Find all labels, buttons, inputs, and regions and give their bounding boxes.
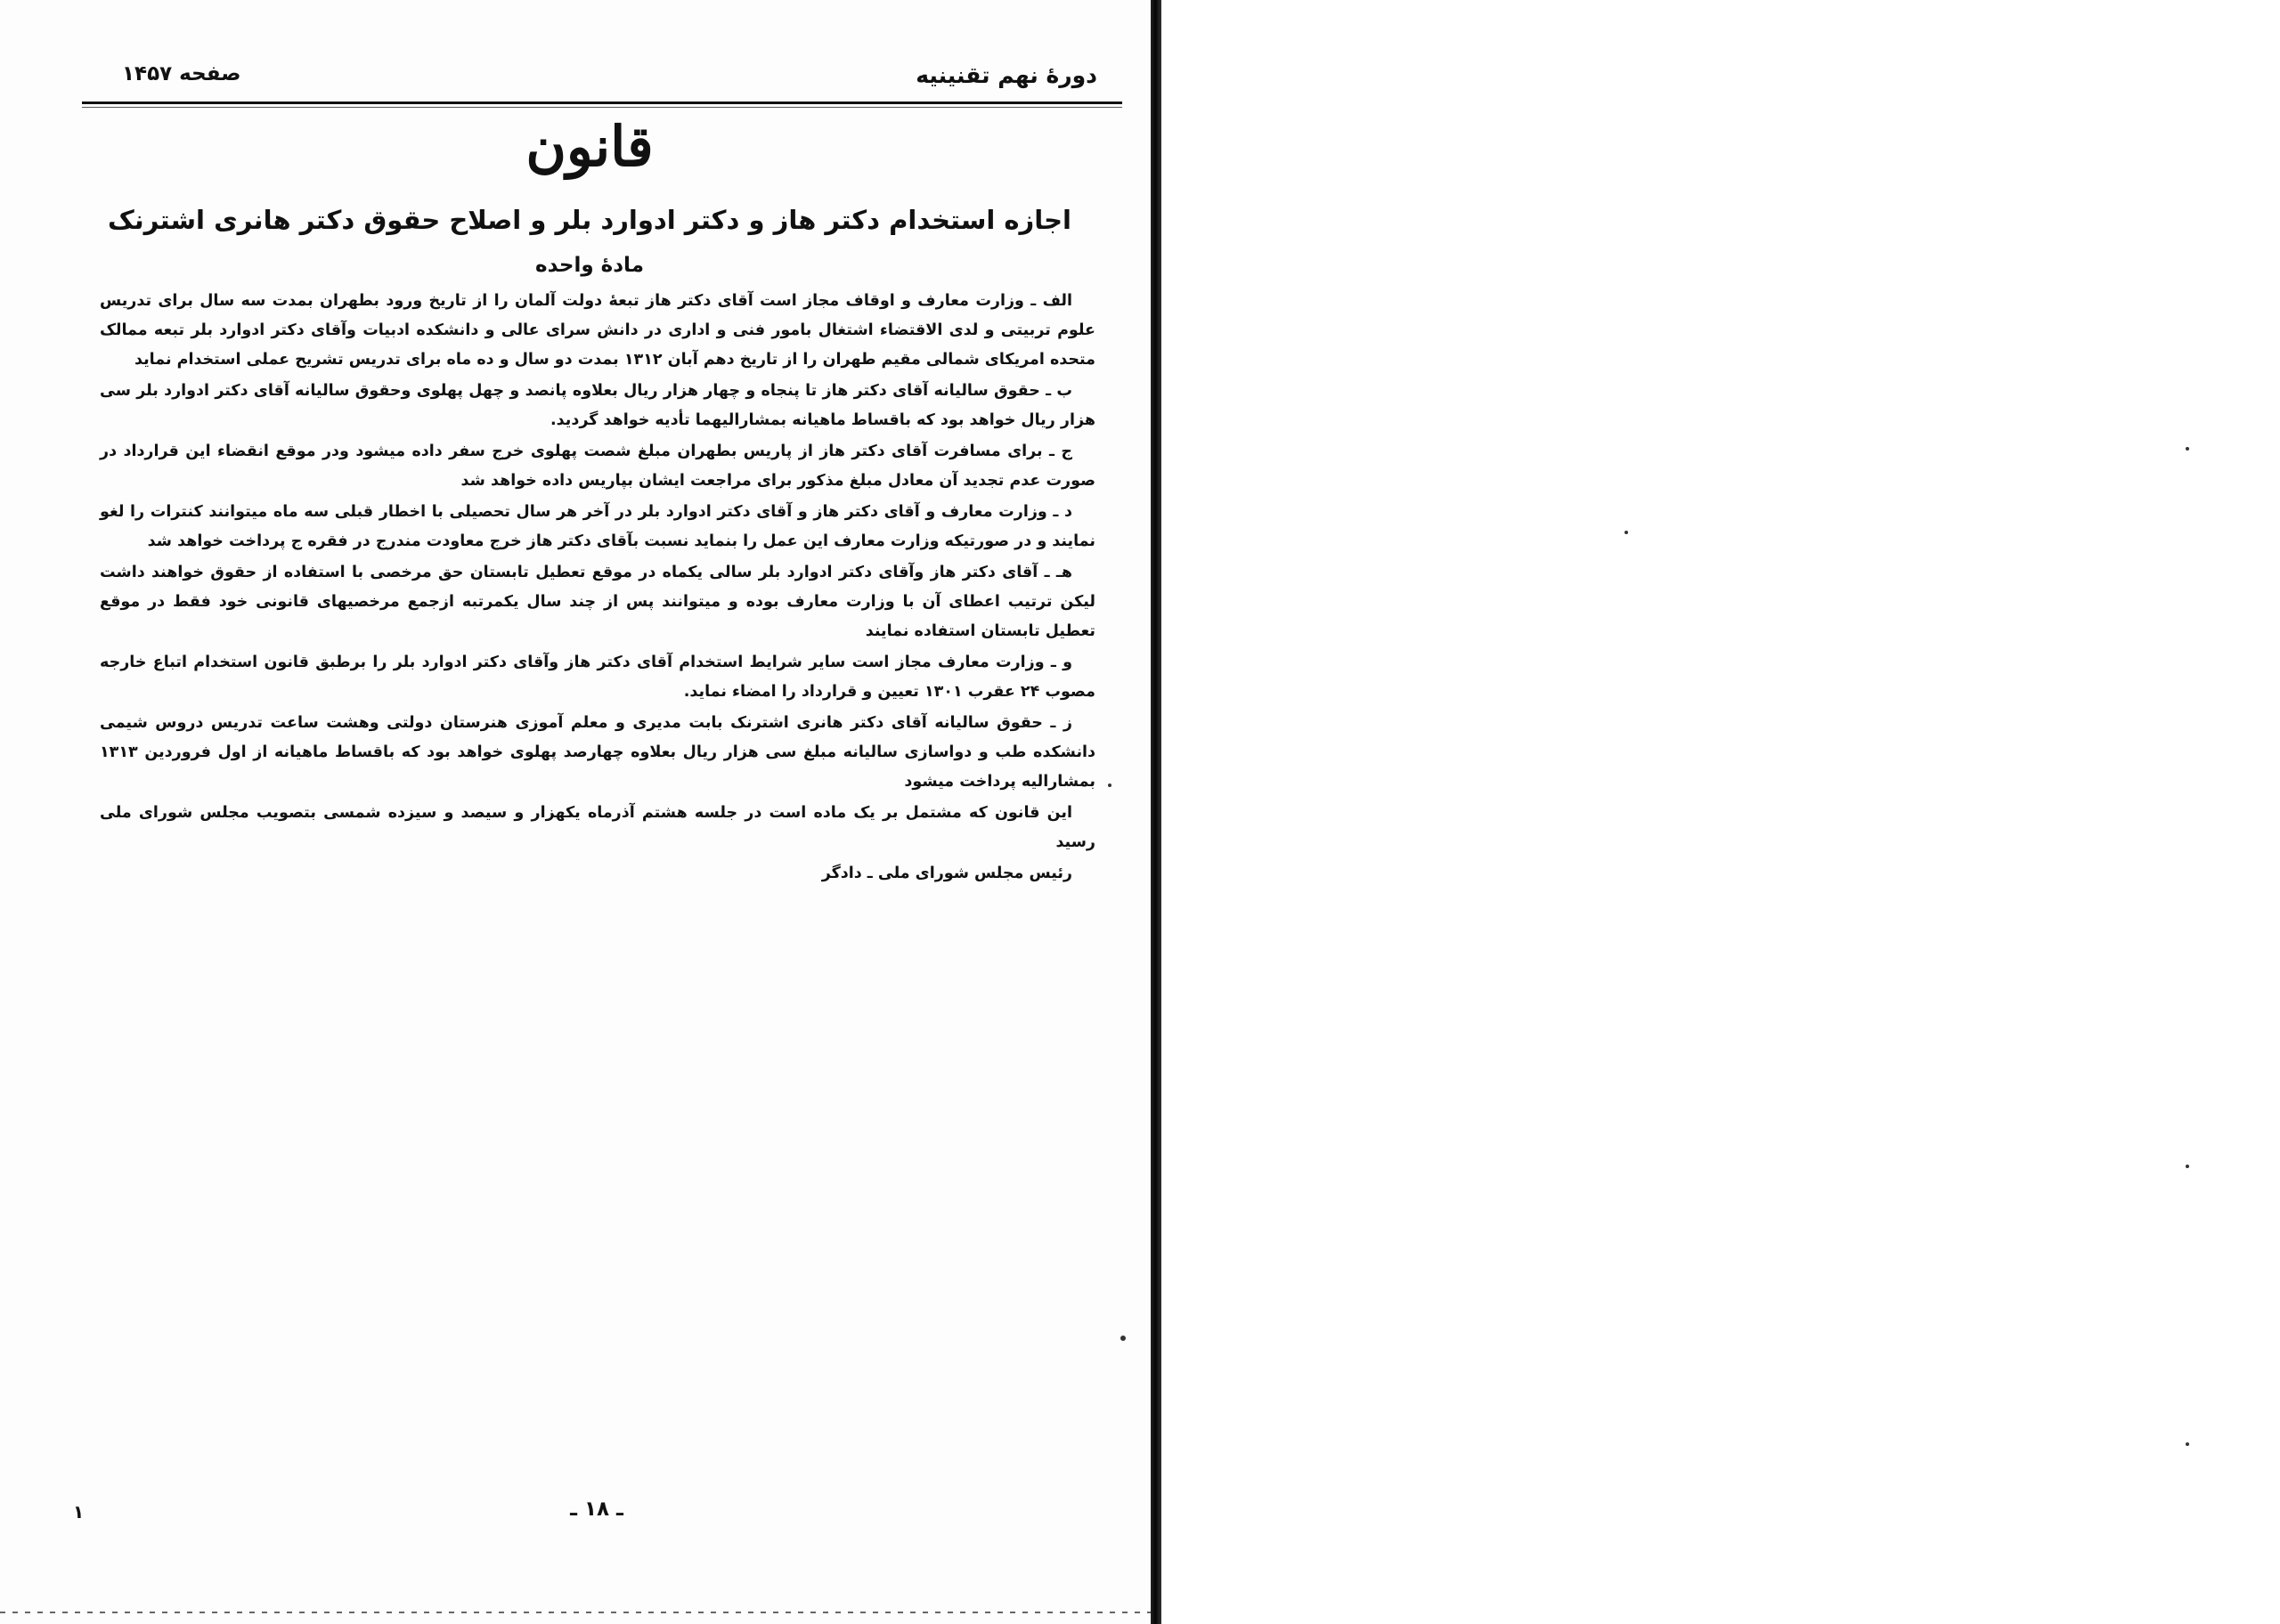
paragraph-jim: ج ـ برای مسافرت آقای دکتر هاز از پاریس بطهران مبلغ شصت پهلوی خرج سفر داده میشود ودر موقع انقضاء این قرارداد در صورت عدم تجدید آن معادل مبلغ مذکور برای مراجعت ایشان بپاریس داده خواهد شد (100, 443, 1095, 490)
paragraph-he: هـ ـ آقای دکتر هاز وآقای دکتر ادوارد بلر سالی یکماه در موقع تعطیل تابستان حق مرخصی با استفاده از حقوق خواهند داشت لیکن ترتیب اعطای آن با وزارت معارف بوده و میتوانند پس از چند سال یکمرتبه ازجمع مرخصیهای قانونی خود فقط در موقع تعطیل تابستان استفاده نمایند (100, 564, 1095, 640)
scan-speck (1624, 531, 1628, 534)
scan-speck (2186, 447, 2189, 451)
article-heading: مادهٔ واحده (535, 254, 644, 277)
document-title: قانون (525, 114, 654, 179)
page-number: ـ ۱۸ ـ (570, 1498, 623, 1521)
paragraph-vav: و ـ وزارت معارف مجاز است سایر شرایط استخدام آقای دکتر هاز وآقای دکتر ادوارد بلر را برطبق قانون استخدام اتباع خارجه مصوب ۲۴ عقرب ۱۳۰۱ تعیین و قرارداد را امضاء نماید. (100, 654, 1095, 701)
header-rule (82, 102, 1122, 104)
header-rule-thin (82, 107, 1122, 108)
document-subtitle: اجازه استخدام دکتر هاز و دکتر ادوارد بلر و اصلاح حقوق دکتر هانری اشترنک (108, 205, 1071, 235)
header-session: دورهٔ نهم تقنینیه (916, 62, 1097, 88)
corner-mark: ۱ (73, 1501, 85, 1522)
paragraph-alef: الف ـ وزارت معارف و اوقاف مجاز است آقای دکتر هاز تبعهٔ دولت آلمان را از تاریخ ورود بطهران بمدت سه سال برای تدریس علوم تربیتی و لدی الاقتضاء اشتغال بامور فنی و اداری در دانش سرای عالی و دانشکده ادبیات وآقای دکتر ادوارد بلر تبعه ممالک متحده امریکای شمالی مقیم طهران را از تاریخ دهم آبان ۱۳۱۲ بمدت دو سال و ده ماه برای تدریس تشریح عملی استخدام نماید (100, 292, 1095, 369)
page-header (82, 62, 1097, 94)
scan-speck (1120, 1336, 1126, 1341)
scan-speck (2186, 1442, 2189, 1446)
scan-edge-dots (0, 1612, 1158, 1613)
header-page-label: صفحه ۱۴۵۷ (122, 62, 241, 85)
paragraph-dal: د ـ وزارت معارف و آقای دکتر هاز و آقای دکتر ادوارد بلر در آخر هر سال تحصیلی با اخطار قبلی سه ماه میتوانند کنترات را لغو نمایند و در صورتیکه وزارت معارف این عمل را بنماید نسبت بآقای دکتر هاز خرج معاودت مندرج در فقره ج پرداخت خواهد شد (100, 503, 1095, 550)
signature-line: رئیس مجلس شورای ملی ـ دادگر (821, 865, 1072, 882)
paragraph-ze: ز ـ حقوق سالیانه آقای دکتر هانری اشترنک بابت مدیری و معلم آموزی هنرستان دولتی وهشت ساعت تدریس دروس شیمی دانشکده طب و دواسازی سالیانه مبلغ سی هزار ریال بعلاوه چهارصد پهلوی خواهد بود که باقساط ماهیانه از اول فروردین ۱۳۱۳ بمشارالیه پرداخت میشود (100, 714, 1095, 791)
blank-facing-page (1161, 0, 2280, 1624)
closing-paragraph: این قانون که مشتمل بر یک ماده است در جلسه هشتم آذرماه یکهزار و سیصد و سیزده شمسی بتصویب مجلس شورای ملی رسید (100, 804, 1095, 851)
document-body (100, 287, 1095, 889)
paragraph-be: ب ـ حقوق سالیانه آقای دکتر هاز تا پنجاه و چهار هزار ریال بعلاوه پانصد و چهل پهلوی وحقوق سالیانه آقای دکتر ادوارد بلر سی هزار ریال خواهد بود که باقساط ماهیانه بمشارالیهما تأدیه خواهد گردید. (100, 382, 1095, 429)
book-gutter (1151, 0, 1161, 1624)
scan-speck (2186, 1165, 2189, 1168)
scan-speck (1108, 784, 1112, 787)
